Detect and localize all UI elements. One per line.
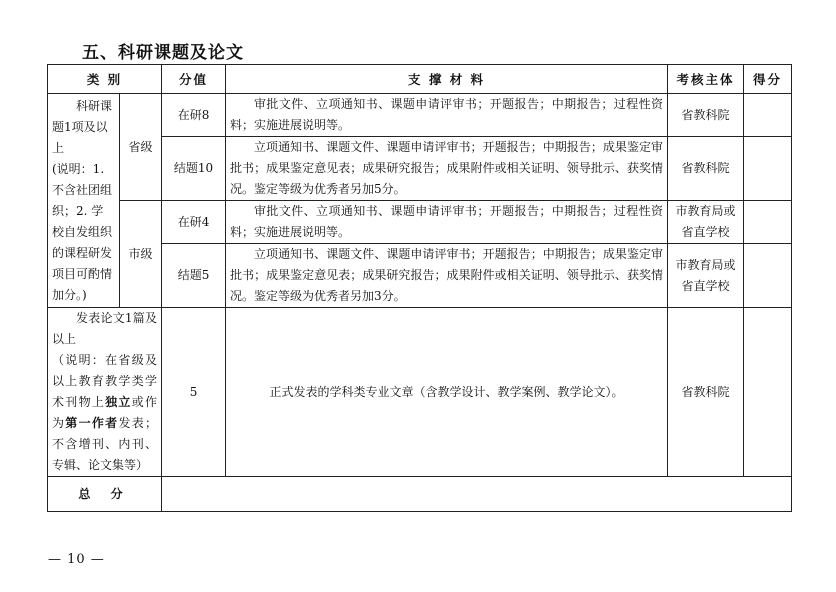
header-points: 得分 (744, 65, 792, 94)
points-cell[interactable] (744, 94, 792, 137)
score-cell: 5 (162, 308, 226, 477)
publication-title: 发表论文1篇及以上 (52, 311, 158, 346)
table-row (48, 308, 792, 477)
score-cell: 结题5 (162, 244, 226, 308)
publication-category-cell (48, 308, 162, 477)
table-row (48, 94, 792, 137)
score-cell: 结题10 (162, 137, 226, 201)
material-cell: 立项通知书、课题文件、课题申请评审书；开题报告；中期报告；成果鉴定审批书；成果鉴定意见表；成果研究报告；成果附件或相关证明、领导批示、获奖情况。鉴定等级为优秀者另加3分。 (226, 244, 668, 308)
research-score-table (47, 64, 792, 512)
level-municipal: 市级 (120, 201, 162, 308)
assessor-cell: 省教科院 (668, 308, 744, 477)
points-cell[interactable] (744, 137, 792, 201)
level-provincial: 省级 (120, 94, 162, 201)
header-category: 类 别 (48, 65, 162, 94)
publication-note-part1: （说明：在省级及以上教育教学类学术刊物上 (52, 353, 158, 409)
header-row (48, 65, 792, 94)
publication-bold-independent: 独立 (105, 395, 132, 409)
score-cell: 在研4 (162, 201, 226, 244)
header-material: 支 撑 材 料 (226, 65, 668, 94)
points-cell[interactable] (744, 244, 792, 308)
total-value-cell[interactable] (162, 477, 792, 512)
total-row (48, 477, 792, 512)
section-title: 五、科研课题及论文 (82, 43, 244, 63)
assessor-cell: 市教育局或省直学校 (668, 244, 744, 308)
header-score: 分值 (162, 65, 226, 94)
points-cell[interactable] (744, 201, 792, 244)
score-cell: 在研8 (162, 94, 226, 137)
assessor-cell: 市教育局或省直学校 (668, 201, 744, 244)
material-cell: 正式发表的学科类专业文章（含教学设计、教学案例、教学论文）。 (226, 308, 668, 477)
research-category-cell (48, 94, 120, 308)
header-assessor: 考核主体 (668, 65, 744, 94)
total-label: 总 分 (48, 477, 162, 512)
publication-note-part2: 或作为 (52, 395, 158, 430)
research-category-note: (说明：1. 不含社团组织；2. 学校自发组织的课程研发项目可酌情加分。) (52, 161, 113, 302)
material-cell: 审批文件、立项通知书、课题申请评审书；开题报告；中期报告；过程性资料；实施进展说明等。 (226, 201, 668, 244)
table-row (48, 201, 792, 244)
page-number: — 10 — (48, 552, 105, 567)
research-category-title: 科研课题1项及以上 (52, 98, 113, 155)
material-cell: 审批文件、立项通知书、课题申请评审书；开题报告；中期报告；过程性资料；实施进展说明等。 (226, 94, 668, 137)
publication-bold-first-author: 第一作者 (65, 416, 119, 430)
assessor-cell: 省教科院 (668, 137, 744, 201)
publication-note-part3: 发表；不含增刊、内刊、专辑、论文集等） (52, 416, 158, 472)
points-cell[interactable] (744, 308, 792, 477)
assessor-cell: 省教科院 (668, 94, 744, 137)
material-cell: 立项通知书、课题文件、课题申请评审书；开题报告；中期报告；成果鉴定审批书；成果鉴定意见表；成果研究报告；成果附件或相关证明、领导批示、获奖情况。鉴定等级为优秀者另加5分。 (226, 137, 668, 201)
